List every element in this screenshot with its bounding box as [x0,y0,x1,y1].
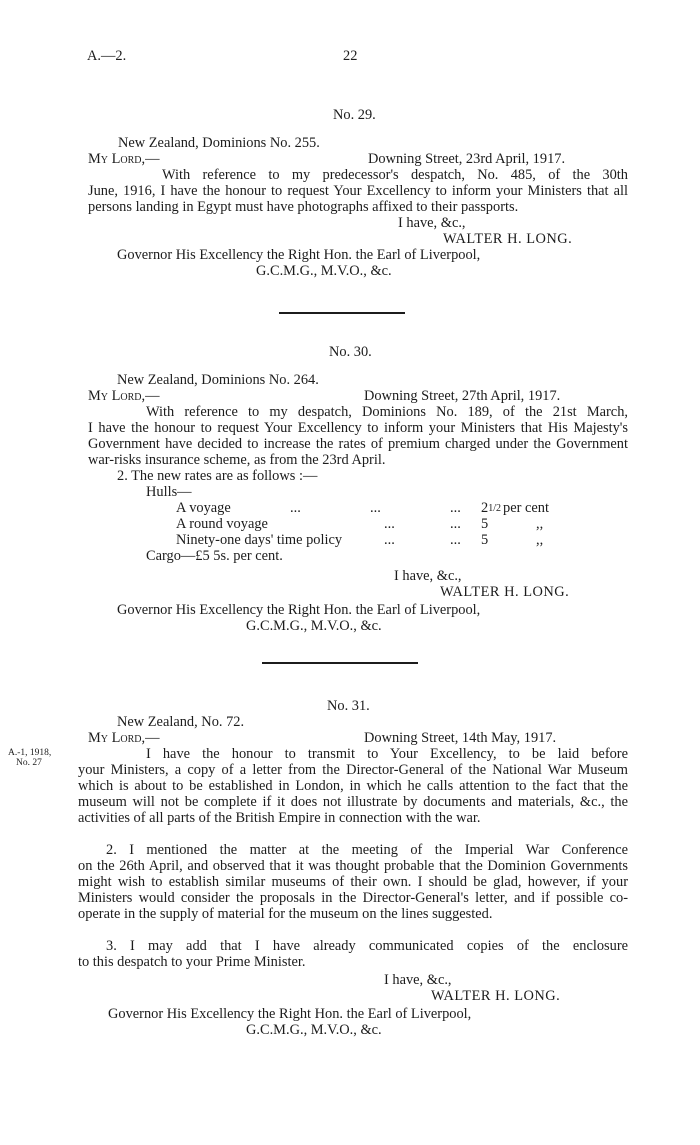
paragraph-body: your Ministers, a copy of a letter from the Director-General of the National War Museum which is about to be established in London, in which he calls attention to the fact that the museum will not be complete if it does not illustrate by documents and materials, &c., the activities of all parts of the British Empire in connection with the war. [78,762,628,826]
rate-value: 5 [481,532,489,548]
rate-item: A round voyage [176,516,268,532]
rate-unit: ,, [536,516,544,532]
signature: WALTER H. LONG. [431,988,561,1004]
signature: WALTER H. LONG. [440,584,570,600]
rate-leader: ... [450,532,461,548]
salutation: My Lord,— [88,151,160,167]
addressee-line-1: Governor His Excellency the Right Hon. the Earl of Liverpool, [117,602,481,618]
rate-leader: ... [384,532,395,548]
addressee-line-2: G.C.M.G., M.V.O., &c. [246,1022,382,1038]
place-date: Downing Street, 14th May, 1917. [364,730,557,746]
salutation: My Lord,— [88,730,160,746]
place-date: Downing Street, 23rd April, 1917. [368,151,566,167]
despatch-number: No. 30. [329,344,372,360]
rate-leader: ... [384,516,395,532]
despatch-reference: New Zealand, No. 72. [117,714,245,730]
rate-leader: ... [450,516,461,532]
paragraph-body: to this despatch to your Prime Minister. [78,954,306,970]
place-date: Downing Street, 27th April, 1917. [364,388,561,404]
hulls-heading: Hulls— [146,484,192,500]
closing: I have, &c., [394,568,462,584]
rate-unit: ,, [536,532,544,548]
rates-intro: 2. The new rates are as follows :— [117,468,318,484]
rate-value: 21/2 [481,500,501,516]
section-divider [279,312,405,314]
paragraph-first-line: I have the honour to transmit to Your Excellency, to be laid before [146,746,628,762]
despatch-number: No. 29. [333,107,376,123]
section-divider [262,662,418,664]
rate-unit: per cent [503,500,549,516]
despatch-reference: New Zealand, Dominions No. 264. [117,372,319,388]
page-number: 22 [343,48,358,64]
paragraph-first-line: With reference to my despatch, Dominions No. 189, of the 21st March, [146,404,628,420]
closing: I have, &c., [384,972,452,988]
rate-item: A voyage [176,500,231,516]
paragraph-body: on the 26th April, and observed that it was thought probable that the Dominion Governments might wish to establish similar museums of their own. I should be glad, however, if your Ministers would consider the proposals in the Director-General's letter, and if possible co-operate in the supply of material for the museum on the lines suggested. [78,858,628,922]
section-code: A.—2. [87,48,127,64]
rate-item: Ninety-one days' time policy [176,532,343,548]
despatch-reference: New Zealand, Dominions No. 255. [118,135,320,151]
paragraph-first-line: 3. I may add that I have already communicated copies of the enclosure [106,938,628,954]
signature: WALTER H. LONG. [443,231,573,247]
addressee-line-2: G.C.M.G., M.V.O., &c. [246,618,382,634]
addressee-line-1: Governor His Excellency the Right Hon. the Earl of Liverpool, [108,1006,472,1022]
closing: I have, &c., [398,215,466,231]
margin-note: A.-1, 1918, No. 27 [8,748,52,768]
addressee-line-1: Governor His Excellency the Right Hon. the Earl of Liverpool, [117,247,481,263]
rate-leader: ... [370,500,381,516]
paragraph-first-line: With reference to my predecessor's despatch, No. 485, of the 30th [162,167,628,183]
rate-leader: ... [450,500,461,516]
paragraph-body: I have the honour to request Your Excellency to inform your Ministers that His Majesty's Government have decided to increase the rates of premium charged under the Government war-risks insurance scheme, as from the 23rd April. [88,420,628,468]
rate-fraction: 1/2 [488,503,501,515]
addressee-line-2: G.C.M.G., M.V.O., &c. [256,263,392,279]
rate-leader: ... [290,500,301,516]
rate-value: 5 [481,516,489,532]
paragraph-first-line: 2. I mentioned the matter at the meeting of the Imperial War Conference [106,842,628,858]
salutation: My Lord,— [88,388,160,404]
paragraph-body: June, 1916, I have the honour to request Your Excellency to inform your Ministers that all persons landing in Egypt must have photographs affixed to their passports. [88,183,628,215]
despatch-number: No. 31. [327,698,370,714]
cargo-rate: Cargo—£5 5s. per cent. [146,548,283,564]
